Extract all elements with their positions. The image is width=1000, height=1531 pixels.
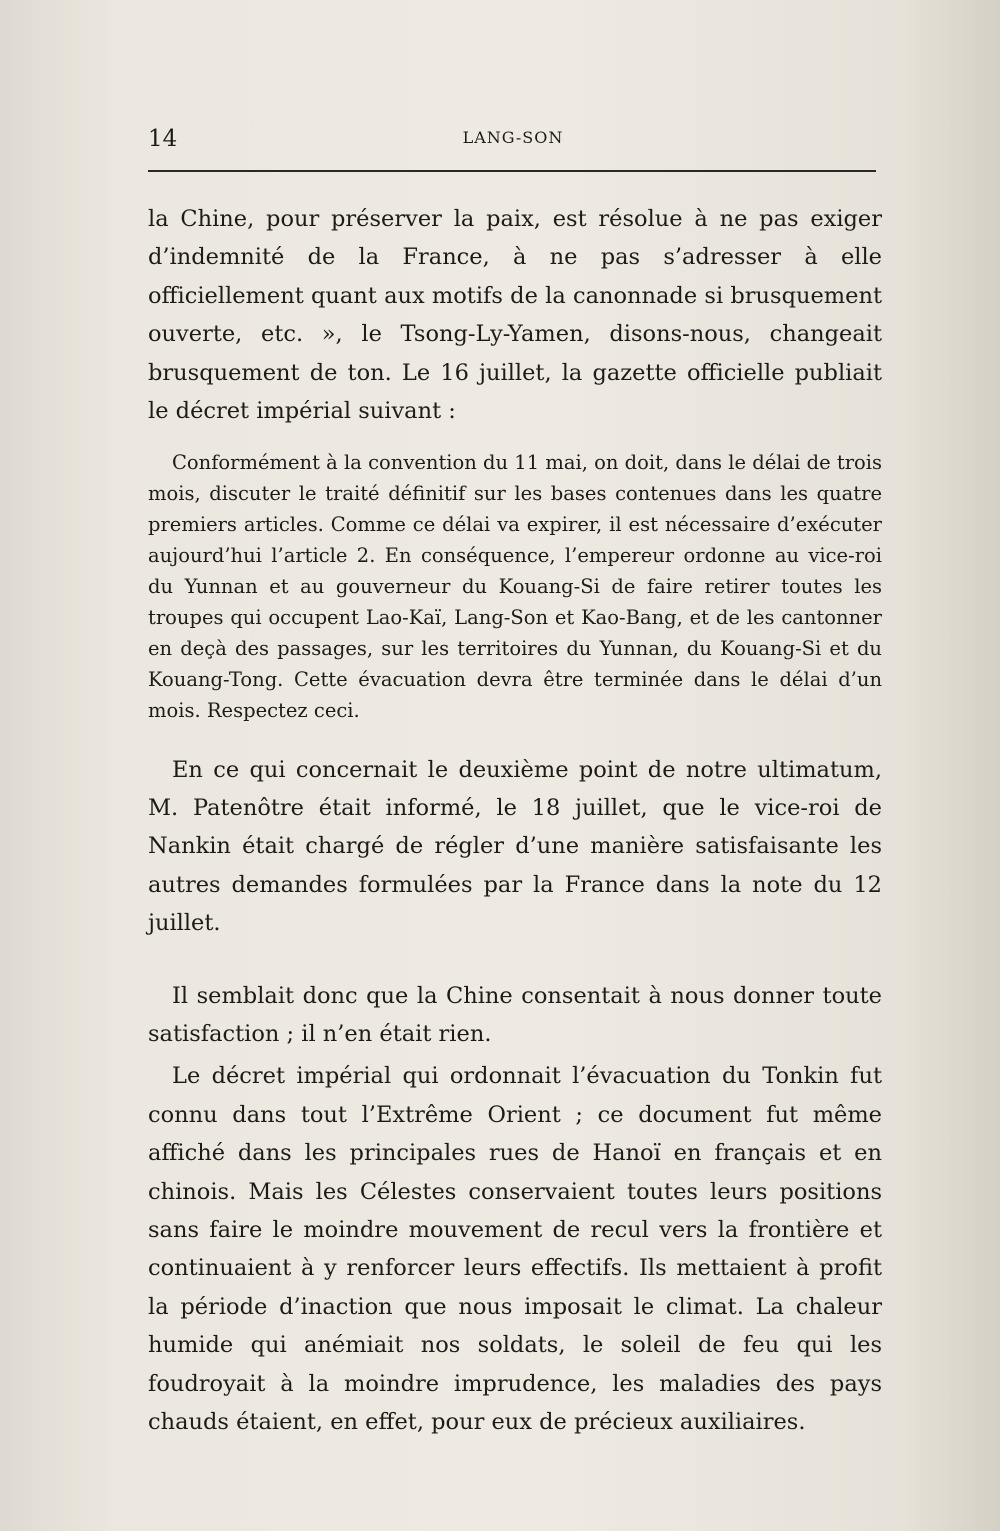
- header-rule: [148, 170, 876, 172]
- paragraph-ultimatum: En ce qui concernait le deuxième point de notre ultimatum, M. Patenôtre était informé, le 18 juillet, que le vice-roi de Nankin était chargé de régler d’une manière satisfaisante les autres demandes formulées par la France dans la note du 12 juillet.: [148, 756, 882, 937]
- paragraph-satisfaction: Il semblait donc que la Chine consentait à nous donner toute satisfaction ; il n’en était rien.: [148, 982, 882, 1048]
- page-header: [148, 122, 878, 162]
- running-head: LANG-SON: [462, 128, 564, 147]
- paragraph-evacuation: Le décret impérial qui ordonnait l’évacuation du Tonkin fut connu dans tout l’Extrême Orient ; ce document fut même affiché dans les principales rues de Hanoï en français et en chinois. Mais les Célestes conservaient toutes leurs positions sans faire le moindre mouvement de recul vers la frontière et continuaient à y renforcer leurs effectifs. Ils mettaient à profit la période d’inaction que nous imposait le climat. La chaleur humide qui anémiait nos soldats, le soleil de feu qui les foudroyait à la moindre imprudence, les maladies des pays chauds étaient, en effet, pour eux de précieux auxiliaires.: [148, 1063, 882, 1436]
- body-text: [148, 200, 882, 1442]
- paragraph-continuation: la Chine, pour préserver la paix, est résolue à ne pas exiger d’indemnité de la France, à ne pas s’adresser à elle officiellement quant aux motifs de la canonnade si brusquement ouverte, etc. », le Tsong-Ly-Yamen, disons-nous, changeait brusquement de ton. Le 16 juillet, la gazette officielle publiait le décret impérial suivant :: [148, 206, 882, 425]
- quoted-decree: Conformément à la convention du 11 mai, on doit, dans le délai de trois mois, discuter le traité définitif sur les bases contenues dans les quatre premiers articles. Comme ce délai va expirer, il est nécessaire d’exécuter aujourd’hui l’article 2. En conséquence, l’empereur ordonne au vice-roi du Yunnan et au gouverneur du Kouang-Si de faire retirer toutes les troupes qui occupent Lao-Kaï, Lang-Son et Kao-Bang, et de les cantonner en deçà des passages, sur les territoires du Yunnan, du Kouang-Si et du Kouang-Tong. Cette évacuation devra être terminée dans le délai d’un mois. Respectez ceci.: [148, 451, 882, 722]
- page-number: 14: [148, 126, 178, 152]
